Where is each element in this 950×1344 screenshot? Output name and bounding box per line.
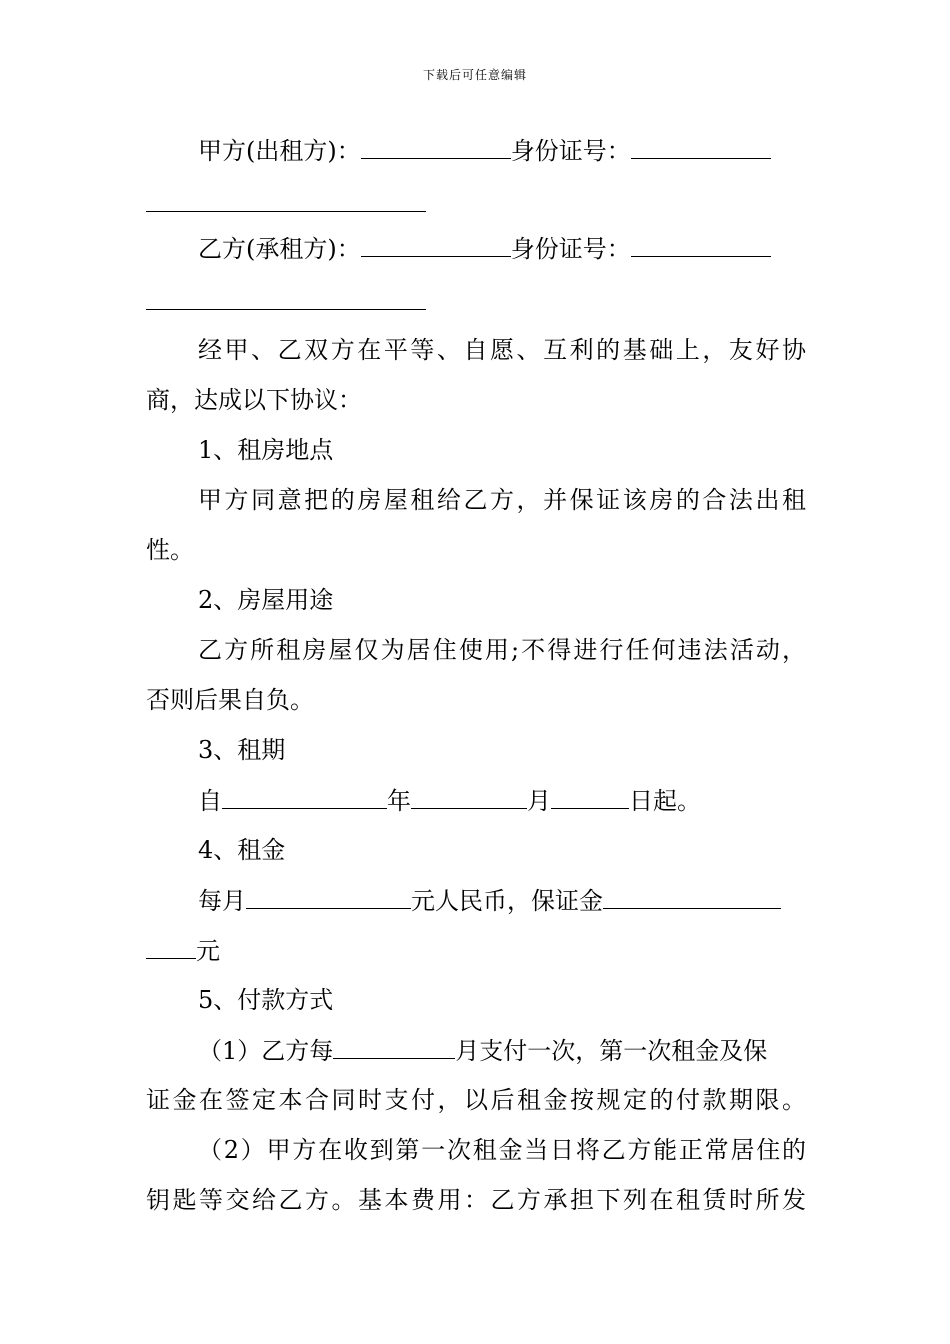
section-3-title: 3、租期 [198,736,286,764]
deposit-blank[interactable] [603,884,781,909]
section-1-line-1: 甲方同意把的房屋租给乙方，并保证该房的合法出租 [198,486,806,514]
party-b-id-blank-cont[interactable] [146,308,426,310]
party-a-id-blank-cont[interactable] [146,210,426,212]
term-from-label: 自 [198,787,222,815]
term-month-label: 月 [527,787,551,815]
section-3-term-line [146,784,806,816]
party-b-id-blank[interactable] [631,232,771,257]
deposit-blank-cont[interactable] [146,934,196,959]
section-5-title: 5、付款方式 [198,986,334,1014]
term-day-blank[interactable] [551,784,629,809]
party-b-line [146,232,806,264]
intro-line-1: 经甲、乙双方在平等、自愿、互利的基础上，友好协 [198,336,806,364]
deposit-yuan-label: 元 [196,937,220,965]
section-5-p1-line-2: 证金在签定本合同时支付，以后租金按规定的付款期限。 [146,1086,806,1114]
party-b-id-label: 身份证号： [510,235,631,263]
party-a-label: 甲方(出租方)： [198,137,361,165]
party-b-name-blank[interactable] [361,232,511,257]
section-2-line-1: 乙方所租房屋仅为居住使用;不得进行任何违法活动， [198,636,806,664]
section-2-line-2: 否则后果自负。 [146,686,314,714]
section-1-line-2: 性。 [146,536,194,564]
party-b-label: 乙方(承租方)： [198,235,361,263]
page-header: 下载后可任意编辑 [422,68,527,82]
payment-every-label: （1）乙方每 [198,1037,334,1065]
section-4-title: 4、租金 [198,836,286,864]
section-5-p2-line-2: 钥匙等交给乙方。基本费用：乙方承担下列在租赁时所发 [146,1186,806,1214]
section-5-p1-line-1 [146,1034,806,1066]
section-4-rent-line [146,884,806,916]
section-5-p2-line-1: （2）甲方在收到第一次租金当日将乙方能正常居住的 [198,1136,806,1164]
section-2-title: 2、房屋用途 [198,586,334,614]
party-a-name-blank[interactable] [361,134,511,159]
intro-line-2: 商，达成以下协议： [146,386,362,414]
rent-amount-blank[interactable] [246,884,411,909]
term-day-label: 日起。 [629,787,701,815]
payment-once-label: 月支付一次，第一次租金及保 [455,1037,768,1065]
payment-interval-blank[interactable] [333,1034,455,1059]
party-a-id-label: 身份证号： [510,137,631,165]
rent-rmb-label: 元人民币，保证金 [411,887,603,915]
term-month-blank[interactable] [411,784,527,809]
rent-monthly-label: 每月 [198,887,246,915]
party-a-line [146,134,806,166]
party-a-id-blank[interactable] [631,134,771,159]
term-year-label: 年 [387,787,411,815]
section-4-deposit-line [146,934,806,966]
term-year-blank[interactable] [222,784,387,809]
section-1-title: 1、租房地点 [198,436,334,464]
